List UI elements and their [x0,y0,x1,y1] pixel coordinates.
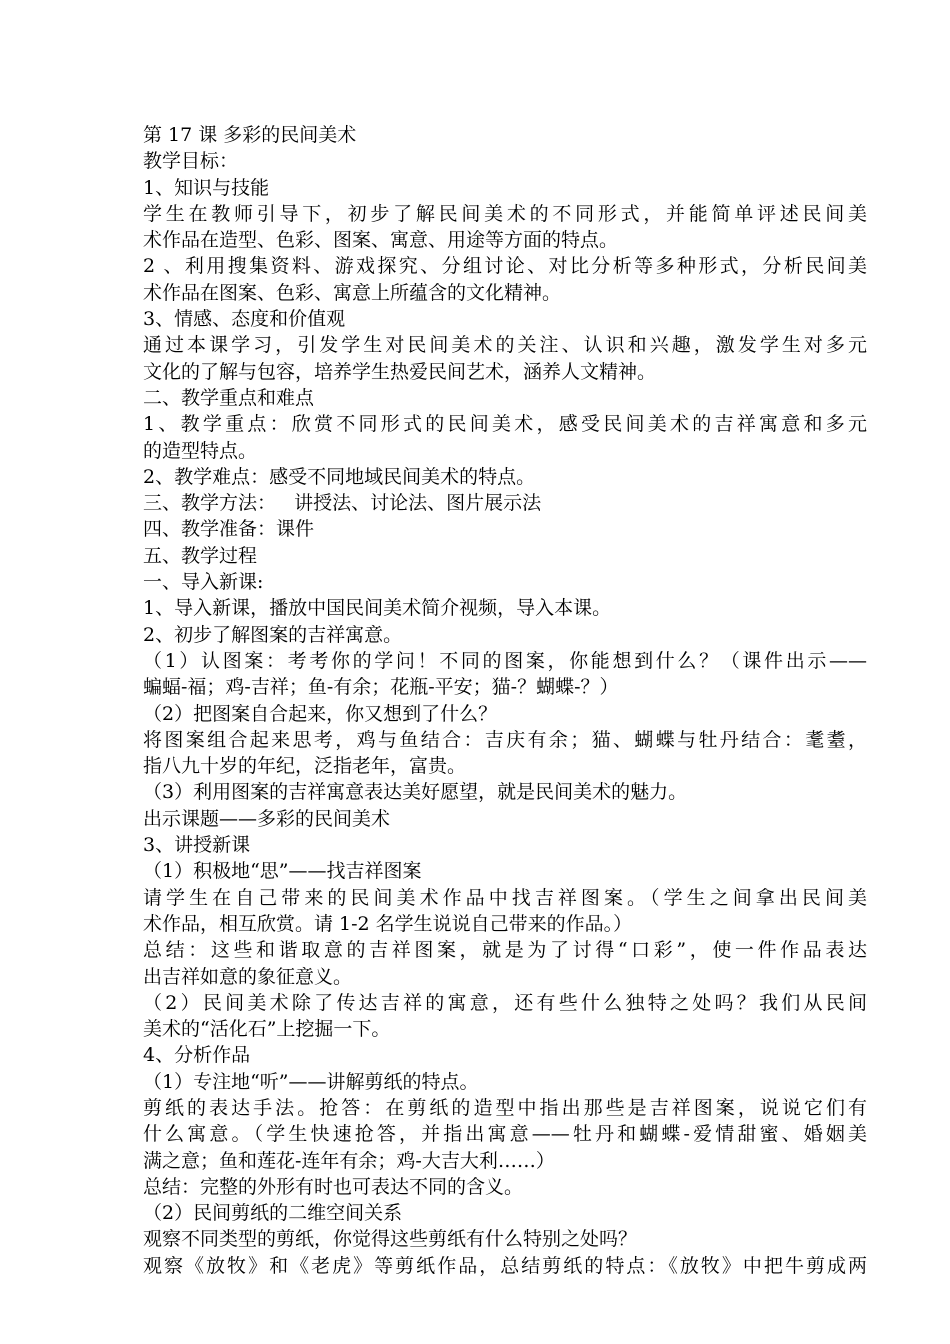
paragraph-line: 总结：完整的外形有时也可表达不同的含义。 [143,1175,524,1198]
paragraph-line: 剪纸的表达手法。抢答：在剪纸的造型中指出那些是吉祥图案，说说它们有 [143,1096,867,1119]
paragraph-line: 术作品在图案、色彩、寓意上所蕴含的文化精神。 [143,281,562,304]
lesson-title: 第 17 课 多彩的民间美术 [143,124,357,146]
paragraph-line: 美术的“活化石”上挖掘一下。 [143,1018,391,1041]
paragraph-line: （1）认图案：考考你的学问！不同的图案，你能想到什么？（课件出示—— [143,649,867,672]
section-heading: 三、教学方法： 讲授法、讨论法、图片展示法 [143,492,542,515]
paragraph-line: 的造型特点。 [143,439,258,462]
paragraph-line: 1、教学重点：欣赏不同形式的民间美术，感受民间美术的吉祥寓意和多元 [143,413,867,436]
paragraph-line: 出示课题——多彩的民间美术 [143,807,391,830]
paragraph-line: 指八九十岁的年纪，泛指老年，富贵。 [143,755,467,778]
paragraph-line: （3）利用图案的吉祥寓意表达美好愿望，就是民间美术的魅力。 [143,781,688,804]
paragraph-line: 术作品，相互欣赏。请 1-2 名学生说说自己带来的作品。） [143,912,633,935]
paragraph-line: （2）民间剪纸的二维空间关系 [143,1202,403,1225]
paragraph-line: 2 、利用搜集资料、游戏探究、分组讨论、对比分析等多种形式，分析民间美 [143,255,867,278]
subsection-heading: 4、分析作品 [143,1044,251,1067]
section-heading: 四、教学准备：课件 [143,518,315,541]
section-heading: 五、教学过程 [143,544,258,567]
paragraph-line: 满之意；鱼和莲花-连年有余；鸡-大吉大利……） [143,1149,555,1172]
paragraph-line: （2）把图案自合起来，你又想到了什么？ [143,702,498,725]
paragraph-line: 请学生在自己带来的民间美术作品中找吉祥图案。（学生之间拿出民间美 [143,886,867,909]
subsection-heading: 1、知识与技能 [143,176,270,199]
paragraph-line: 2、教学难点：感受不同地域民间美术的特点。 [143,465,536,488]
paragraph-line: 通过本课学习，引发学生对民间美术的关注、认识和兴趣，激发学生对多元 [143,334,867,357]
section-heading: 一、导入新课: [143,571,264,594]
document-page [143,122,867,1279]
paragraph-line: （1）积极地“思”——找吉祥图案 [143,860,422,883]
paragraph-line: 将图案组合起来思考，鸡与鱼结合：吉庆有余；猫、蝴蝶与牡丹结合：耄耋， [143,728,867,751]
paragraph-line: 总结：这些和谐取意的吉祥图案，就是为了讨得“口彩”，使一件作品表达 [143,939,867,962]
subsection-heading: 3、情感、态度和价值观 [143,308,346,331]
paragraph-line: 术作品在造型、色彩、图案、寓意、用途等方面的特点。 [143,229,619,252]
paragraph-line: 观察《放牧》和《老虎》等剪纸作品，总结剪纸的特点：《放牧》中把牛剪成两 [143,1254,867,1277]
paragraph-line: 观察不同类型的剪纸，你觉得这些剪纸有什么特别之处吗？ [143,1228,638,1251]
section-heading: 教学目标： [143,150,239,173]
paragraph-line: 学生在教师引导下，初步了解民间美术的不同形式，并能简单评述民间美 [143,202,867,225]
section-heading: 二、教学重点和难点 [143,386,315,409]
paragraph-line: 2、初步了解图案的吉祥寓意。 [143,623,403,646]
paragraph-line: 什么寓意。（学生快速抢答，并指出寓意——牡丹和蝴蝶-爱情甜蜜、婚姻美 [143,1123,867,1146]
paragraph-line: 出吉祥如意的象征意义。 [143,965,353,988]
paragraph-line: （1）专注地“听”——讲解剪纸的特点。 [143,1070,479,1093]
paragraph-line: 1、导入新课，播放中国民间美术简介视频，导入本课。 [143,597,612,620]
subsection-heading: 3、讲授新课 [143,834,251,857]
paragraph-line: 文化的了解与包容，培养学生热爱民间艺术，涵养人文精神。 [143,360,657,383]
paragraph-line: 蝙蝠-福；鸡-吉祥；鱼-有余；花瓶-平安；猫-？蝴蝶-？） [143,676,619,699]
paragraph-line: （2）民间美术除了传达吉祥的寓意，还有些什么独特之处吗？我们从民间 [143,991,867,1014]
